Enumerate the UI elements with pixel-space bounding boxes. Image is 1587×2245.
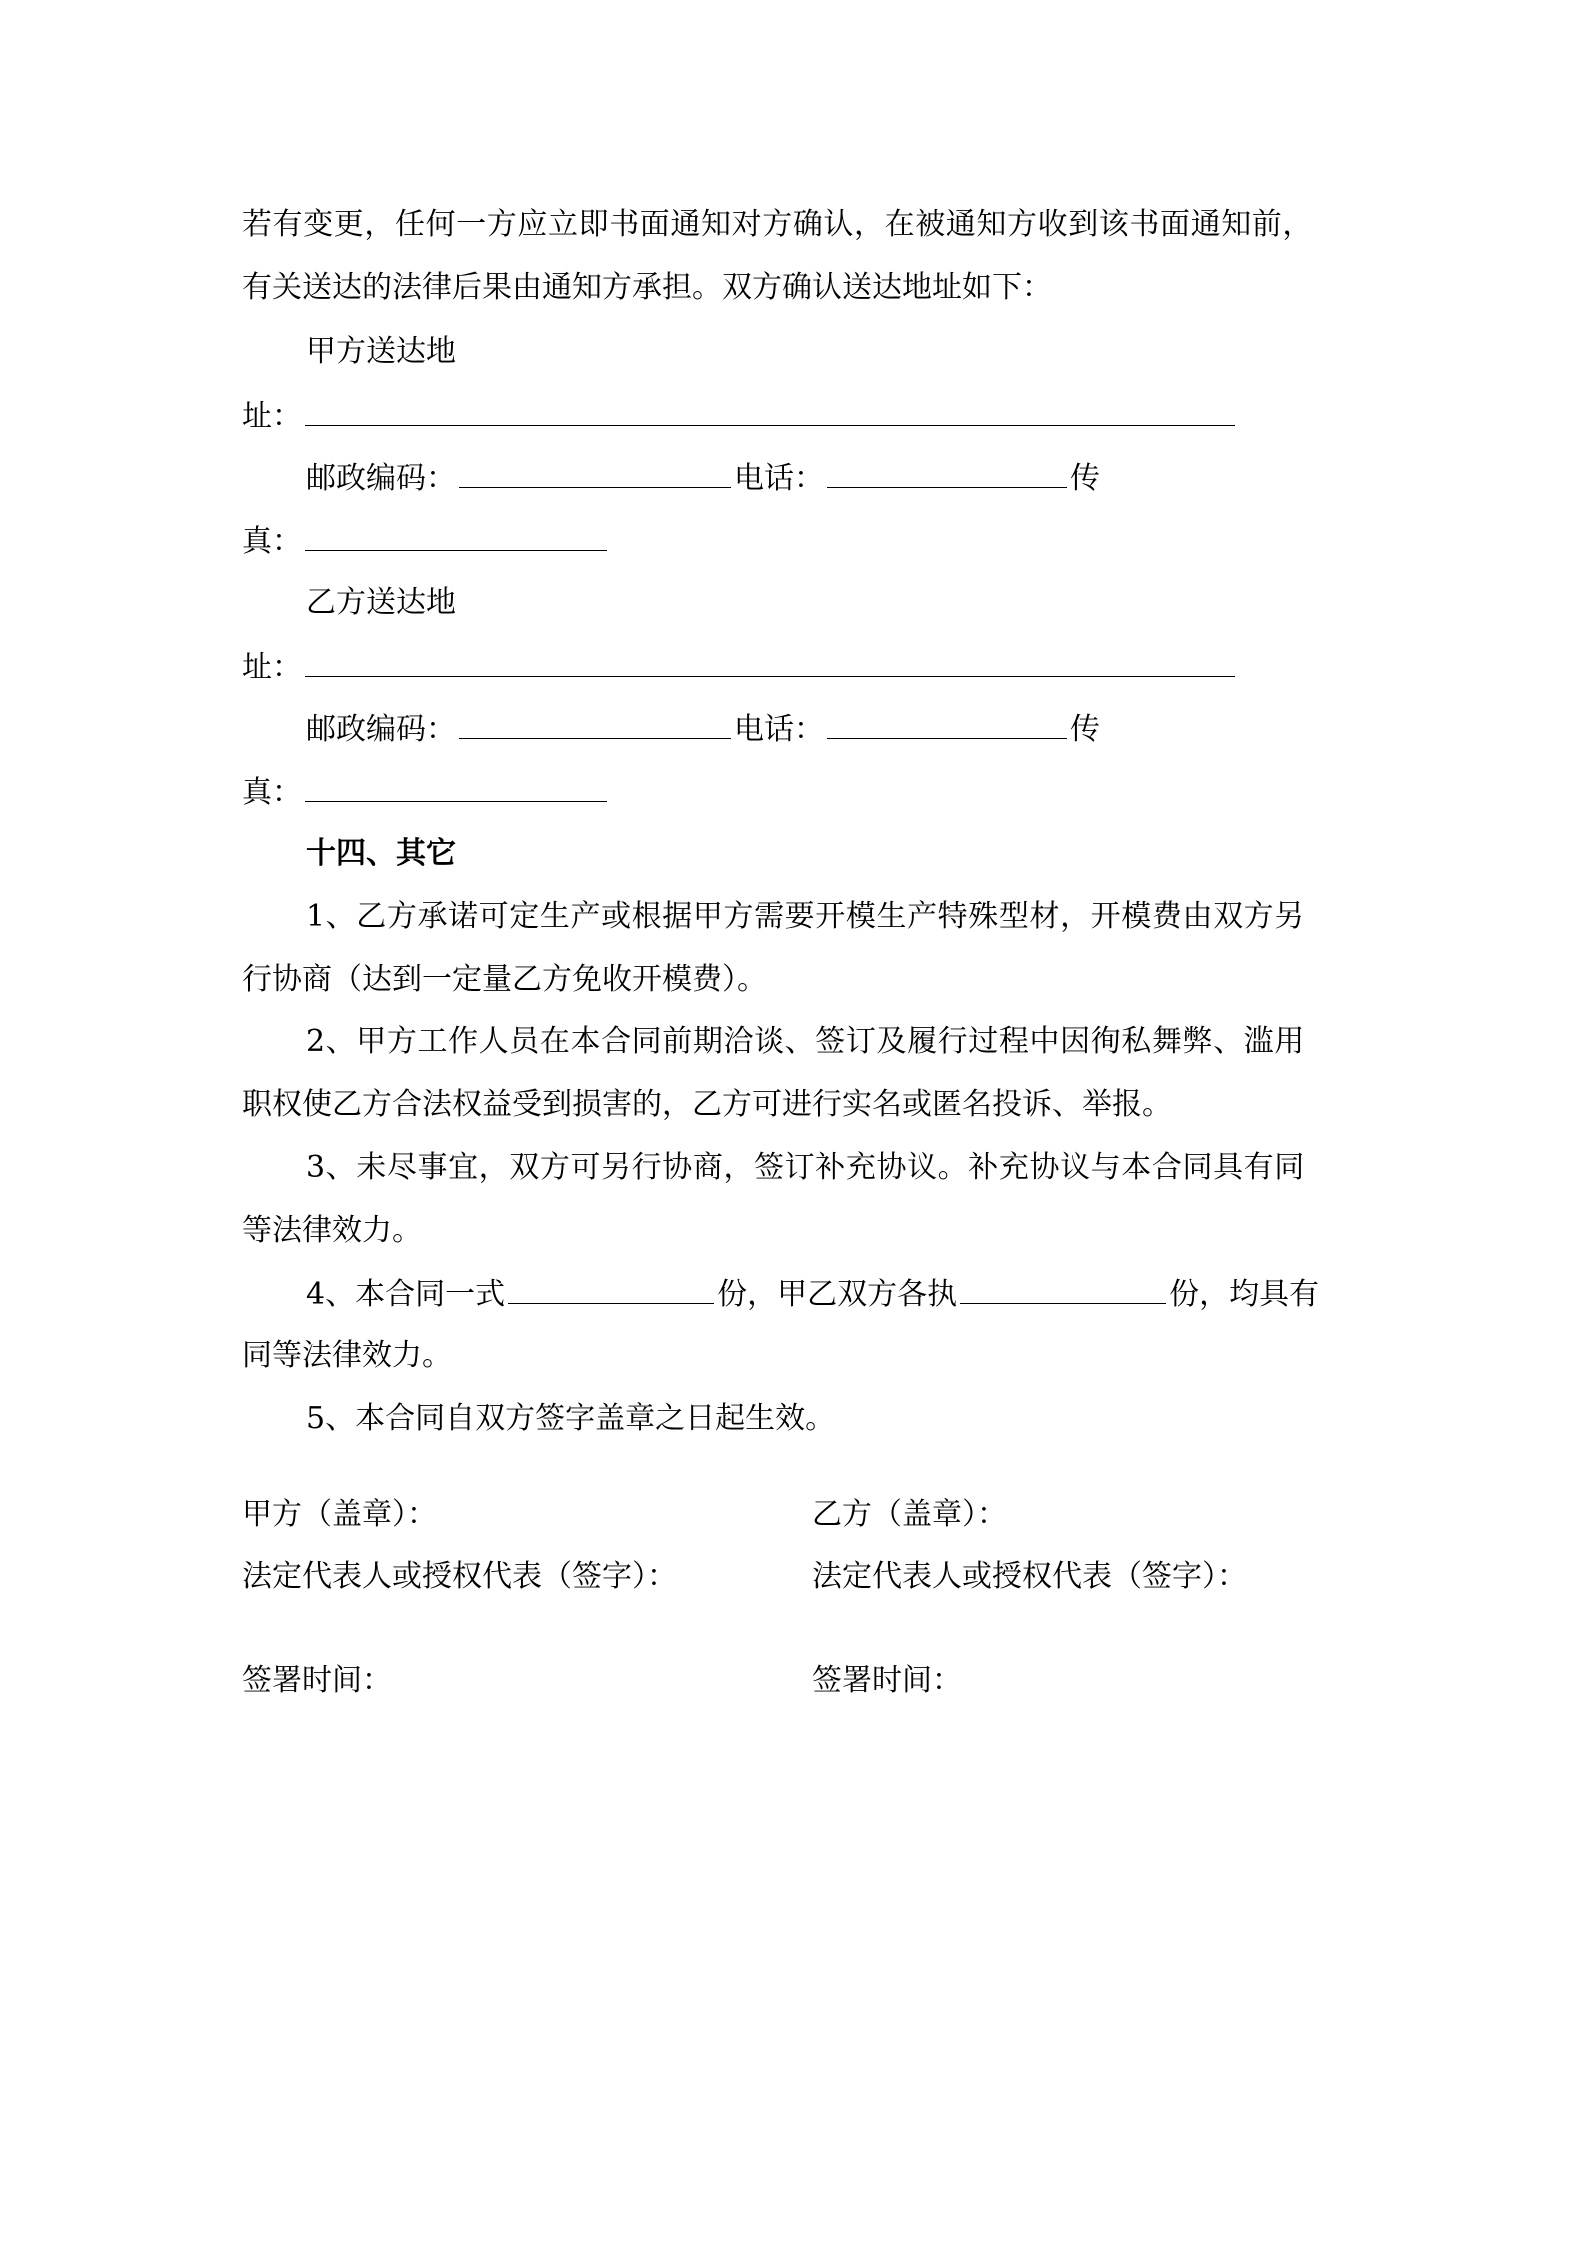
party-a-fax-label-end: 真： <box>242 524 302 559</box>
item-4-text-c: 份，均具有 <box>1169 1277 1320 1312</box>
item-4-line-2: 同等法律效力。 <box>242 1338 452 1373</box>
party-b-postal-label: 邮政编码： <box>306 712 456 747</box>
item-4-text-a: 4、本合同一式 <box>306 1277 506 1312</box>
party-b-address-label-end: 址： <box>242 650 302 685</box>
party-a-fax-row <box>242 520 610 560</box>
party-b-contact-row <box>306 708 1100 748</box>
party-b-seal-label: 乙方（盖章）： <box>812 1497 1007 1532</box>
item-3-line-1: 3、未尽事宜，双方可另行协商，签订补充协议。补充协议与本合同具有同 <box>306 1150 1305 1185</box>
party-a-address-row <box>242 395 1238 435</box>
party-b-rep-label: 法定代表人或授权代表（签字）： <box>812 1559 1247 1594</box>
item-4-text-b: 份，甲乙双方各执 <box>717 1277 958 1312</box>
party-a-address-label-end: 址： <box>242 399 302 434</box>
party-b-fax-label-start: 传 <box>1070 712 1100 747</box>
item-2-line-1: 2、甲方工作人员在本合同前期洽谈、签订及履行过程中因徇私舞弊、滥用 <box>306 1024 1305 1059</box>
party-b-phone-field[interactable] <box>827 708 1067 739</box>
party-b-fax-label-end: 真： <box>242 775 302 810</box>
item-3-line-2: 等法律效力。 <box>242 1213 422 1248</box>
party-a-rep-label: 法定代表人或授权代表（签字）： <box>242 1559 677 1594</box>
item-4-line-1 <box>306 1273 1319 1313</box>
copies-total-field[interactable] <box>508 1273 714 1304</box>
party-a-phone-field[interactable] <box>827 457 1067 488</box>
party-a-date-label: 签署时间： <box>242 1663 392 1698</box>
party-b-date-label: 签署时间： <box>812 1663 962 1698</box>
party-b-address-row <box>242 646 1238 686</box>
item-5: 5、本合同自双方签字盖章之日起生效。 <box>306 1401 836 1436</box>
party-a-fax-label-start: 传 <box>1070 461 1100 496</box>
party-a-seal-label: 甲方（盖章）： <box>242 1497 437 1532</box>
party-a-postal-label: 邮政编码： <box>306 461 456 496</box>
party-a-contact-row <box>306 457 1100 497</box>
party-a-phone-label: 电话： <box>734 461 824 496</box>
item-1-line-2: 行协商（达到一定量乙方免收开模费）。 <box>242 962 767 997</box>
party-a-fax-field[interactable] <box>305 520 607 551</box>
party-b-fax-field[interactable] <box>305 771 607 802</box>
party-b-postal-field[interactable] <box>459 708 731 739</box>
item-2-line-2: 职权使乙方合法权益受到损害的，乙方可进行实名或匿名投诉、举报。 <box>242 1087 1172 1122</box>
intro-line-2: 有关送达的法律后果由通知方承担。双方确认送达地址如下： <box>242 270 1052 305</box>
party-b-fax-row <box>242 771 610 811</box>
party-b-address-field[interactable] <box>305 646 1235 677</box>
party-a-address-field[interactable] <box>305 395 1235 426</box>
intro-line-1: 若有变更，任何一方应立即书面通知对方确认，在被通知方收到该书面通知前， <box>242 207 1313 242</box>
copies-each-field[interactable] <box>960 1273 1166 1304</box>
party-b-address-label: 乙方送达地 <box>306 585 456 620</box>
party-a-address-label: 甲方送达地 <box>306 334 456 369</box>
section-title: 十四、其它 <box>306 836 456 871</box>
item-1-line-1: 1、乙方承诺可定生产或根据甲方需要开模生产特殊型材，开模费由双方另 <box>306 899 1305 934</box>
party-a-postal-field[interactable] <box>459 457 731 488</box>
party-b-phone-label: 电话： <box>734 712 824 747</box>
